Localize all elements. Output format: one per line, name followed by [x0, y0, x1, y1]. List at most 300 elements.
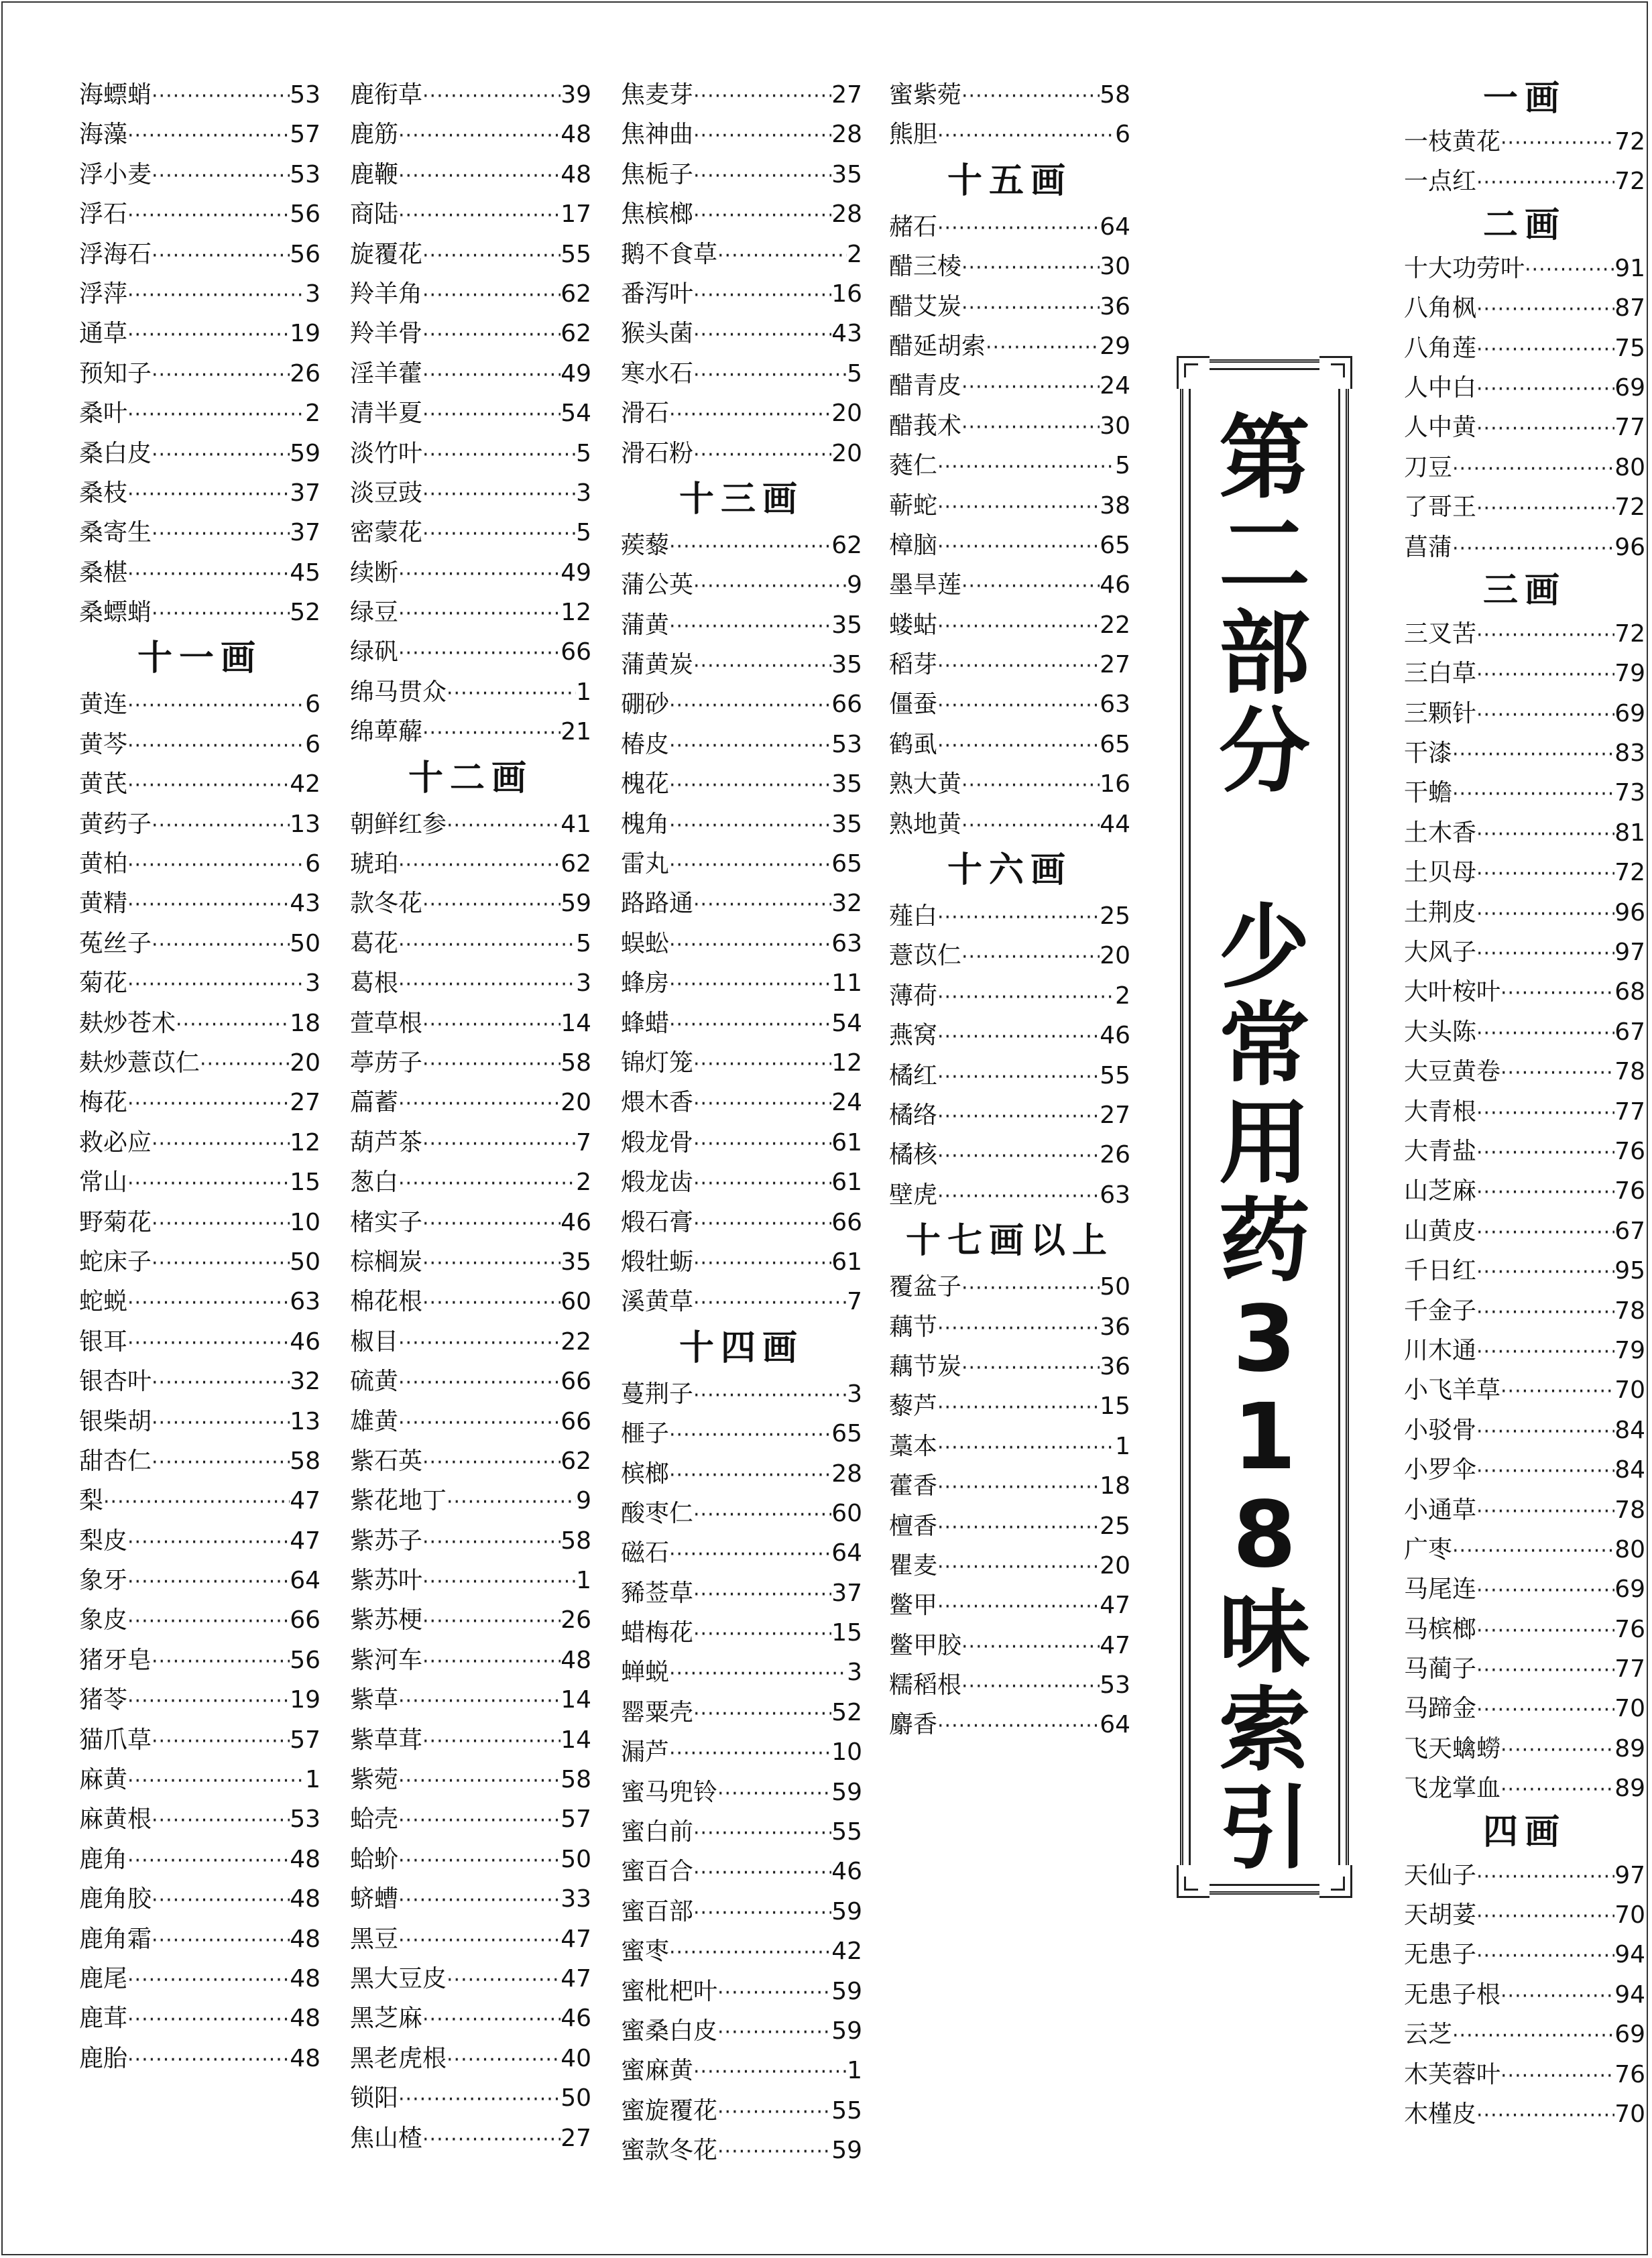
index-entry: [350, 155, 591, 194]
dot-leader: [447, 2040, 560, 2080]
herb-name: 鹿角霜: [79, 1925, 152, 1953]
herb-name: 熊胆: [889, 121, 938, 149]
dot-leader: [1476, 1332, 1614, 1372]
herb-name: 通草: [79, 320, 128, 348]
dot-leader: [937, 1136, 1100, 1176]
dot-leader: [422, 1642, 560, 1681]
page-number: 81: [1614, 819, 1645, 847]
herb-name: 葱白: [350, 1169, 399, 1197]
index-entry: [79, 1959, 320, 1999]
page-number: 76: [1614, 1615, 1645, 1643]
herb-name: 鹿茸: [79, 2005, 128, 2033]
herb-name: 紫菀: [350, 1766, 399, 1794]
index-entry: [889, 247, 1130, 286]
page-number: 70: [1614, 2100, 1645, 2128]
index-entry: [889, 1175, 1130, 1215]
herb-name: 煅牡蛎: [621, 1248, 694, 1276]
herb-name: 蜜白前: [621, 1818, 694, 1846]
dot-leader: [127, 1084, 290, 1124]
herb-name: 葶苈子: [350, 1049, 423, 1077]
title-char: 用: [1219, 1091, 1310, 1197]
dot-leader: [398, 594, 560, 634]
dot-leader: [422, 713, 560, 753]
dot-leader: [152, 925, 290, 965]
page-number: 79: [1614, 660, 1645, 688]
herb-name: 款冬花: [350, 890, 423, 918]
dot-leader: [669, 1455, 831, 1495]
dot-leader: [1452, 735, 1614, 774]
stroke-count-heading: 十七画以上: [905, 1221, 1114, 1262]
herb-name: 蜂蜡: [621, 1009, 670, 1037]
index-entry: [79, 473, 320, 513]
dot-leader: [1476, 1213, 1614, 1252]
index-entry: [889, 936, 1130, 975]
dot-leader: [693, 156, 831, 196]
index-entry: [621, 155, 862, 194]
title-char: 3: [1232, 1287, 1297, 1392]
index-entry: [1404, 1610, 1645, 1649]
dot-leader: [961, 367, 1100, 407]
herb-name: 蜜桑白皮: [621, 2017, 718, 2045]
page-number: 14: [560, 1686, 591, 1714]
index-entry: [350, 1959, 591, 1999]
dot-leader: [422, 76, 560, 116]
index-entry: [889, 115, 1130, 154]
dot-leader: [127, 1960, 290, 2000]
dot-leader: [937, 646, 1100, 686]
herb-name: 预知子: [79, 359, 152, 388]
index-entry: [350, 1919, 591, 1959]
page-number: 69: [1614, 699, 1645, 727]
page-number: 56: [290, 200, 320, 229]
page-number: 78: [1614, 1297, 1645, 1325]
page-number: 27: [831, 81, 862, 109]
herb-name: 棕榈炭: [350, 1248, 423, 1276]
page-number: 19: [290, 320, 320, 348]
dot-leader: [669, 395, 831, 434]
page-number: 1: [1115, 1432, 1130, 1460]
index-entry: [621, 434, 862, 473]
herb-name: 藕节炭: [889, 1352, 962, 1380]
dot-leader: [398, 1801, 560, 1840]
dot-leader: [1500, 973, 1614, 1013]
index-entry: [1404, 528, 1645, 567]
dot-leader: [422, 1722, 560, 1761]
dot-leader: [152, 594, 290, 634]
index-entry: [350, 1362, 591, 1401]
index-entry: [350, 434, 591, 473]
herb-name: 象皮: [79, 1606, 128, 1635]
page-number: 9: [576, 1487, 591, 1515]
herb-name: 海螵蛸: [79, 81, 152, 109]
dot-leader: [717, 2132, 831, 2172]
dot-leader: [693, 1124, 831, 1164]
herb-name: 一点红: [1404, 168, 1477, 196]
dot-leader: [669, 1654, 847, 1694]
herb-name: 人中黄: [1404, 414, 1477, 442]
herb-name: 蔓荆子: [621, 1380, 694, 1408]
herb-name: 檀香: [889, 1512, 938, 1540]
index-entry: [889, 287, 1130, 326]
page-number: 39: [560, 81, 591, 109]
index-entry: [350, 1561, 591, 1600]
page-number: 2: [1115, 982, 1130, 1010]
page-number: 65: [1100, 531, 1130, 559]
herb-name: 羚羊角: [350, 280, 423, 308]
dot-leader: [669, 806, 831, 845]
herb-name: 马尾连: [1404, 1576, 1477, 1604]
herb-name: 大头陈: [1404, 1018, 1477, 1046]
herb-name: 蜜百合: [621, 1858, 694, 1886]
page-number: 48: [560, 160, 591, 188]
page-number: 22: [560, 1327, 591, 1356]
herb-name: 银耳: [79, 1327, 128, 1356]
page-number: 5: [847, 359, 862, 388]
herb-name: 大豆黄卷: [1404, 1058, 1501, 1086]
dot-leader: [1476, 1571, 1614, 1610]
herb-name: 醋青皮: [889, 372, 962, 400]
page-number: 46: [290, 1327, 320, 1356]
herb-name: 猫爪草: [79, 1726, 152, 1754]
index-entry: [79, 1282, 320, 1321]
index-entry: [1404, 368, 1645, 408]
page-number: 56: [290, 240, 320, 268]
index-entry: [621, 1573, 862, 1613]
dot-leader: [422, 276, 560, 315]
dot-leader: [1500, 1976, 1614, 2016]
page-number: 76: [1614, 1177, 1645, 1205]
index-entry: [621, 75, 862, 115]
page-number: 59: [831, 2137, 862, 2165]
dot-leader: [422, 395, 560, 434]
herb-name: 密蒙花: [350, 519, 423, 547]
index-entry: [1404, 853, 1645, 892]
page-number: 13: [290, 1407, 320, 1435]
herb-name: 鹿胎: [79, 2044, 128, 2072]
index-entry: [79, 1641, 320, 1680]
herb-name: 橘红: [889, 1061, 938, 1089]
index-entry: [79, 1203, 320, 1242]
dot-leader: [1476, 1611, 1614, 1651]
page-number: 59: [831, 1897, 862, 1925]
herb-name: 蛤蚧: [350, 1845, 399, 1873]
page-number: 6: [305, 850, 320, 878]
dot-leader: [152, 1642, 290, 1681]
page-number: 35: [831, 770, 862, 798]
dot-leader: [422, 1523, 560, 1562]
dot-leader: [127, 196, 290, 235]
index-entry: [79, 1441, 320, 1481]
index-entry: [889, 1347, 1130, 1386]
herb-name: 瞿麦: [889, 1551, 938, 1580]
dot-leader: [937, 1309, 1100, 1348]
dot-leader: [693, 1204, 831, 1244]
dot-leader: [398, 634, 560, 673]
herb-name: 磁石: [621, 1539, 670, 1567]
index-entry: [1404, 2094, 1645, 2134]
dot-leader: [961, 1268, 1100, 1308]
index-entry: [350, 513, 591, 552]
page-number: 22: [1100, 611, 1130, 639]
herb-name: 蛴螬: [350, 1885, 399, 1913]
herb-name: 蜜百部: [621, 1897, 694, 1925]
herb-name: 桑螵蛸: [79, 599, 152, 627]
page-number: 35: [831, 651, 862, 679]
page-number: 48: [560, 121, 591, 149]
dot-leader: [937, 1706, 1100, 1746]
dot-leader: [398, 116, 560, 156]
page-number: 7: [576, 1128, 591, 1156]
herb-name: 菖蒲: [1404, 533, 1453, 561]
index-entry: [621, 1972, 862, 2011]
dot-leader: [422, 2120, 560, 2159]
page-number: 3: [305, 280, 320, 308]
dot-leader: [398, 1681, 560, 1721]
index-entry: [79, 314, 320, 353]
page-number: 11: [831, 969, 862, 998]
index-entry: [1404, 1935, 1645, 1974]
page-number: 16: [831, 280, 862, 308]
dot-leader: [127, 2040, 290, 2080]
index-entry: [1404, 654, 1645, 693]
dot-leader: [937, 726, 1100, 766]
index-entry: [889, 1386, 1130, 1426]
herb-name: 麸炒苍术: [79, 1009, 176, 1037]
herb-name: 梅花: [79, 1089, 128, 1117]
herb-name: 藿香: [889, 1472, 938, 1500]
dot-leader: [961, 288, 1100, 328]
herb-name: 蜜麻黄: [621, 2057, 694, 2085]
index-entry: [621, 2051, 862, 2090]
herb-name: 锦灯笼: [621, 1049, 694, 1077]
index-entry: [1404, 1450, 1645, 1490]
page-number: 32: [290, 1368, 320, 1396]
herb-name: 硫黄: [350, 1368, 399, 1396]
index-entry: [1404, 933, 1645, 972]
page-number: 72: [1614, 128, 1645, 156]
herb-name: 黑大豆皮: [350, 1964, 447, 1993]
herb-name: 猪苓: [79, 1686, 128, 1714]
dot-leader: [961, 248, 1100, 288]
page-number: 20: [831, 400, 862, 428]
dot-leader: [422, 1562, 576, 1602]
page-number: 54: [831, 1009, 862, 1037]
herb-name: 天仙子: [1404, 1861, 1477, 1889]
herb-name: 绿矾: [350, 638, 399, 666]
index-entry: [79, 553, 320, 593]
title-char: 分: [1219, 699, 1310, 805]
index-entry: [79, 434, 320, 473]
index-entry: [889, 207, 1130, 247]
dot-leader: [693, 1084, 831, 1124]
index-entry: [350, 473, 591, 513]
page-number: 13: [290, 810, 320, 838]
index-entry: [350, 1322, 591, 1362]
index-entry: [79, 1402, 320, 1441]
herb-name: 樟脑: [889, 531, 938, 559]
dot-leader: [1476, 894, 1614, 934]
dot-leader: [937, 1428, 1115, 1468]
herb-name: 小通草: [1404, 1496, 1477, 1524]
herb-name: 焦麦芽: [621, 81, 694, 109]
dot-leader: [693, 116, 831, 156]
page-number: 46: [1100, 1022, 1130, 1050]
page-number: 35: [560, 1248, 591, 1276]
dot-leader: [961, 567, 1100, 606]
stroke-count-heading: 十六画: [947, 850, 1072, 891]
index-entry: [350, 553, 591, 593]
index-entry: [621, 725, 862, 764]
herb-name: 壁虎: [889, 1181, 938, 1209]
herb-name: 蛇蜕: [79, 1288, 128, 1316]
herb-name: 溪黄草: [621, 1288, 694, 1316]
index-entry: [1404, 813, 1645, 853]
herb-name: 黄芪: [79, 770, 128, 798]
dot-leader: [447, 806, 560, 845]
index-entry: [889, 446, 1130, 485]
herb-name: 紫苏子: [350, 1527, 423, 1555]
dot-leader: [422, 1124, 576, 1164]
page-number: 84: [1614, 1456, 1645, 1484]
index-entry: [621, 1732, 862, 1772]
index-entry: [889, 805, 1130, 844]
page-number: 73: [1614, 779, 1645, 807]
index-entry: [79, 75, 320, 115]
herb-name: 菊花: [79, 969, 128, 998]
dot-leader: [1452, 449, 1614, 489]
page-number: 50: [1100, 1273, 1130, 1301]
index-entry: [1404, 1370, 1645, 1410]
page-number: 58: [1100, 81, 1130, 109]
herb-name: 僵蚕: [889, 691, 938, 719]
index-entry: [889, 1427, 1130, 1466]
herb-name: 广枣: [1404, 1535, 1453, 1563]
dot-leader: [422, 885, 560, 925]
herb-name: 清半夏: [350, 400, 423, 428]
dot-leader: [127, 1602, 290, 1641]
dot-leader: [693, 1045, 831, 1084]
herb-name: 鹿鞭: [350, 160, 399, 188]
dot-leader: [152, 156, 290, 196]
dot-leader: [669, 1933, 831, 1972]
dot-leader: [152, 514, 290, 554]
dot-leader: [1476, 1897, 1614, 1936]
index-entry: [621, 764, 862, 804]
herb-name: 鹿角胶: [79, 1885, 152, 1913]
herb-name: 鹤虱: [889, 730, 938, 758]
index-column-1: [79, 75, 320, 2078]
index-entry: [79, 1322, 320, 1362]
title-char: 部: [1219, 601, 1310, 707]
dot-leader: [422, 1283, 560, 1323]
index-entry: [621, 1123, 862, 1163]
herb-name: 海藻: [79, 121, 128, 149]
dot-leader: [127, 1164, 290, 1203]
dot-leader: [693, 76, 831, 116]
index-entry: [621, 1282, 862, 1321]
dot-leader: [127, 1323, 290, 1363]
dot-leader: [152, 1124, 290, 1164]
herb-name: 小罗伞: [1404, 1456, 1477, 1484]
index-entry: [621, 274, 862, 314]
page-number: 94: [1614, 1941, 1645, 1969]
index-entry: [79, 1760, 320, 1799]
page-number: 57: [290, 121, 320, 149]
page-number: 21: [560, 718, 591, 746]
page-number: 89: [1614, 1775, 1645, 1803]
index-entry: [350, 235, 591, 274]
dot-leader: [1452, 2016, 1614, 2056]
page-number: 48: [290, 1925, 320, 1953]
dot-leader: [398, 1921, 560, 1960]
dot-leader: [398, 554, 560, 594]
herb-name: 续断: [350, 558, 399, 587]
herb-name: 蜜枣: [621, 1938, 670, 1966]
herb-name: 麸炒薏苡仁: [79, 1049, 200, 1077]
index-entry: [350, 314, 591, 353]
page-number: 12: [290, 1128, 320, 1156]
page-number: 10: [831, 1738, 862, 1767]
dot-leader: [693, 1575, 831, 1614]
page-number: 96: [1614, 533, 1645, 561]
page-number: 27: [560, 2124, 591, 2152]
index-entry: [889, 75, 1130, 115]
page-number: 62: [560, 1447, 591, 1475]
dot-leader: [1500, 123, 1614, 163]
index-entry: [621, 1454, 862, 1494]
index-entry: [621, 1494, 862, 1533]
index-entry: [1404, 1530, 1645, 1569]
dot-leader: [1476, 1173, 1614, 1212]
page-number: 27: [1100, 1101, 1130, 1129]
page-number: 63: [1100, 691, 1130, 719]
dot-leader: [693, 315, 831, 355]
dot-leader: [398, 1403, 560, 1443]
page-number: 26: [290, 359, 320, 388]
stroke-count-heading: 二画: [1482, 204, 1566, 245]
index-entry: [621, 844, 862, 884]
dot-leader: [127, 1841, 290, 1881]
index-entry: [350, 1879, 591, 1919]
index-entry: [79, 844, 320, 884]
herb-name: 蒲黄炭: [621, 651, 694, 679]
dot-leader: [717, 2013, 831, 2052]
page-number: 35: [831, 160, 862, 188]
dot-leader: [127, 965, 305, 1004]
dot-leader: [422, 2000, 560, 2039]
index-entry: [889, 1626, 1130, 1665]
index-entry: [350, 394, 591, 433]
index-entry: [350, 1242, 591, 1282]
page-number: 3: [847, 1380, 862, 1408]
herb-name: 云芝: [1404, 2021, 1453, 2049]
page-number: 3: [576, 969, 591, 998]
page-number: 38: [1100, 491, 1130, 520]
herb-name: 银柴胡: [79, 1407, 152, 1435]
index-entry: [1404, 122, 1645, 162]
index-entry: [350, 844, 591, 884]
page-number: 37: [290, 479, 320, 507]
index-entry: [1404, 1569, 1645, 1609]
dot-leader: [127, 475, 290, 514]
page-number: 3: [305, 969, 320, 998]
herb-name: 土荆皮: [1404, 898, 1477, 927]
dot-leader: [1476, 1133, 1614, 1173]
herb-name: 绵萆薢: [350, 718, 423, 746]
herb-name: 燕窝: [889, 1022, 938, 1050]
page-number: 76: [1614, 2060, 1645, 2088]
dot-leader: [937, 1057, 1100, 1097]
